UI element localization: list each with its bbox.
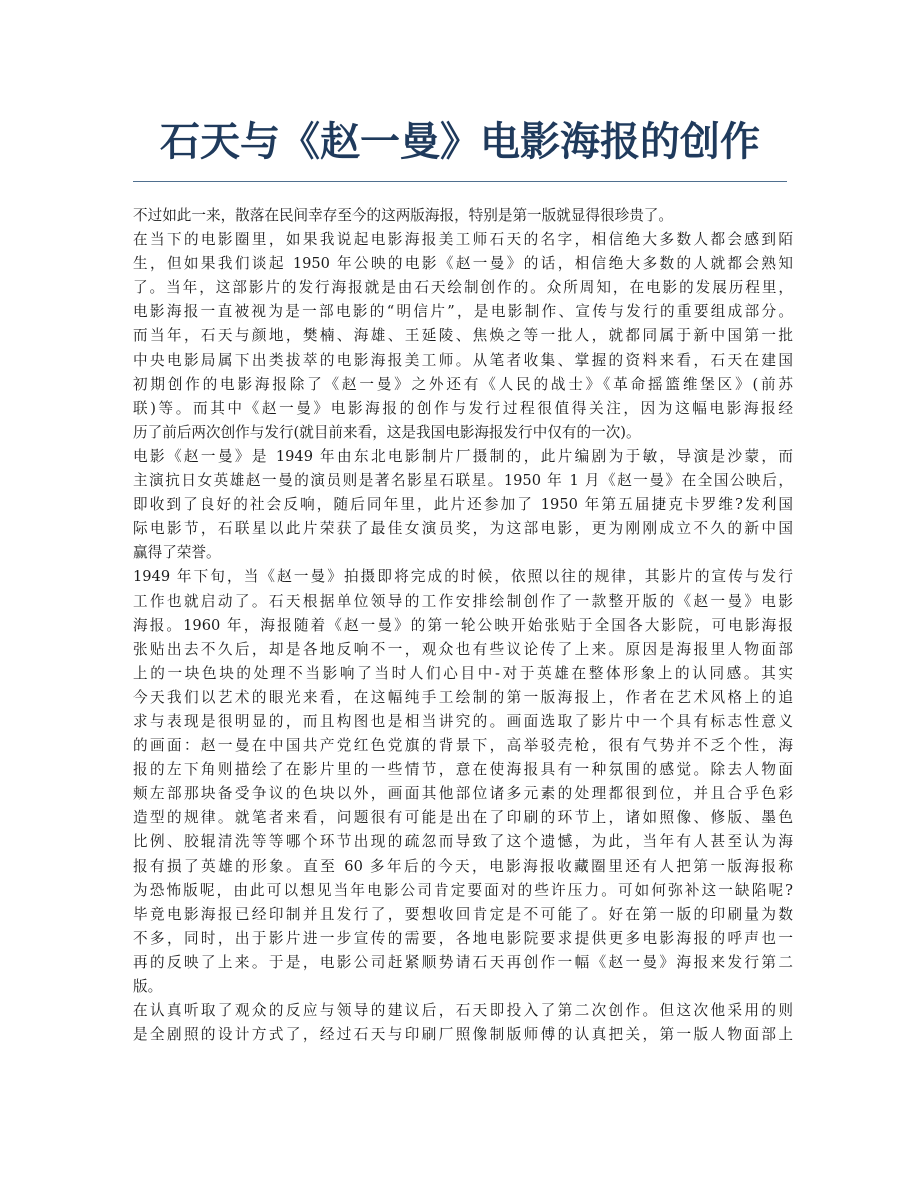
text-line: 际电影节，石联星以此片荣获了最佳女演员奖，为这部电影，更为刚刚成立不久的新中国 <box>133 520 793 538</box>
text-line: 了。当年，这部影片的发行海报就是由石天绘制创作的。众所周知，在电影的发展历程里， <box>133 279 793 297</box>
text-line: 工作也就启动了。石天根据单位领导的工作安排绘制创作了一款整开版的《赵一曼》电影 <box>133 592 793 610</box>
text-line: 造型的规律。就笔者来看，问题很有可能是出在了印刷的环节上，诸如照像、修版、墨色 <box>133 809 793 827</box>
text-line: 海报。1960 年，海报随着《赵一曼》的第一轮公映开始张贴于全国各大影院，可电影海报 <box>133 616 793 634</box>
text-line: 报的左下角则描绘了在影片里的一些情节，意在使海报具有一种氛围的感觉。除去人物面 <box>133 761 793 779</box>
text-line: 中央电影局属下出类拔萃的电影海报美工师。从笔者收集、掌握的资料来看，石天在建国 <box>133 351 793 369</box>
text-line: 颊左部那块备受争议的色块以外，画面其他部位诸多元素的处理都很到位，并且合乎色彩 <box>133 785 793 803</box>
text-line: 主演抗日女英雄赵一曼的演员则是著名影星石联星。1950 年 1 月《赵一曼》在全国公映后， <box>133 472 793 490</box>
title-divider <box>133 181 787 182</box>
article-body <box>133 204 793 1047</box>
text-line: 初期创作的电影海报除了《赵一曼》之外还有《人民的战士》《革命摇篮维堡区》(前苏 <box>133 375 793 393</box>
text-line: 毕竟电影海报已经印制并且发行了，要想收回肯定是不可能了。好在第一版的印刷量为数 <box>133 905 793 923</box>
text-line: 赢得了荣誉。 <box>133 544 221 562</box>
text-line: 1949 年下旬，当《赵一曼》拍摄即将完成的时候，依照以往的规律，其影片的宣传与发行 <box>133 568 793 586</box>
text-line: 是全剧照的设计方式了，经过石天与印刷厂照像制版师傅的认真把关，第一版人物面部上 <box>133 1026 793 1044</box>
text-line: 的画面：赵一曼在中国共产党红色党旗的背景下，高举驳壳枪，很有气势并不乏个性，海 <box>133 737 793 755</box>
text-line: 联)等。而其中《赵一曼》电影海报的创作与发行过程很值得关注，因为这幅电影海报经 <box>133 399 793 417</box>
text-line: 电影海报一直被视为是一部电影的“明信片”，是电影制作、宣传与发行的重要组成部分。 <box>133 303 793 321</box>
text-line: 电影《赵一曼》是 1949 年由东北电影制片厂摄制的，此片编剧为于敏，导演是沙蒙，而 <box>133 447 793 465</box>
text-line: 历了前后两次创作与发行(就目前来看，这是我国电影海报发行中仅有的一次)。 <box>133 423 641 441</box>
text-line: 不过如此一来，散落在民间幸存至今的这两版海报，特别是第一版就显得很珍贵了。 <box>133 207 673 224</box>
text-line: 再的反映了上来。于是，电影公司赶紧顺势请石天再创作一幅《赵一曼》海报来发行第二 <box>133 953 793 971</box>
text-line: 而当年，石天与颜地，樊楠、海雄、王延陵、焦焕之等一批人，就都同属于新中国第一批 <box>133 327 793 345</box>
text-line: 张贴出去不久后，却是各地反响不一，观众也有些议论传了上来。原因是海报里人物面部 <box>133 640 793 658</box>
text-line: 为恐怖版呢，由此可以想见当年电影公司肯定要面对的些许压力。可如何弥补这一缺陷呢? <box>133 881 793 899</box>
text-line: 上的一块色块的处理不当影响了当时人们心目中-对于英雄在整体形象上的认同感。其实 <box>133 664 793 682</box>
text-line: 求与表现是很明显的，而且构图也是相当讲究的。画面选取了影片中一个具有标志性意义 <box>133 712 793 730</box>
text-line: 即收到了良好的社会反响，随后同年里，此片还参加了 1950 年第五届捷克卡罗维?发利国 <box>133 496 793 514</box>
text-line: 比例、胶辊清洗等等哪个环节出现的疏忽而导致了这个遗憾，为此，当年有人甚至认为海 <box>133 833 793 851</box>
text-line: 生，但如果我们谈起 1950 年公映的电影《赵一曼》的话，相信绝大多数的人就都会熟知 <box>133 255 793 273</box>
text-line: 在当下的电影圈里，如果我说起电影海报美工师石天的名字，相信绝大多数人都会感到陌 <box>133 231 793 249</box>
text-line: 版。 <box>133 978 163 995</box>
text-line: 今天我们以艺术的眼光来看，在这幅纯手工绘制的第一版海报上，作者在艺术风格上的追 <box>133 688 793 706</box>
text-line: 报有损了英雄的形象。直至 60 多年后的今天，电影海报收藏圈里还有人把第一版海报称 <box>133 857 793 875</box>
text-line: 不多，同时，出于影片进一步宣传的需要，各地电影院要求提供更多电影海报的呼声也一 <box>133 929 793 947</box>
text-line: 在认真听取了观众的反应与领导的建议后，石天即投入了第二次创作。但这次他采用的则 <box>133 1002 793 1020</box>
page-title: 石天与《赵一曼》电影海报的创作 <box>160 119 760 165</box>
